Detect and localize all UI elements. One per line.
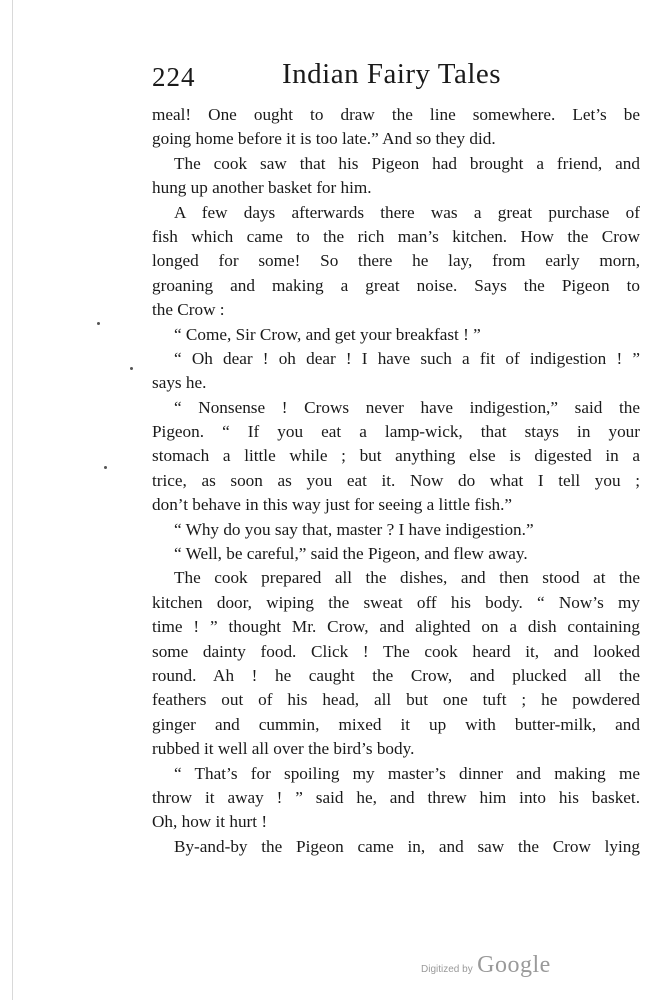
text-line: “ Why do you say that, master ? I have indigestion.” [174, 519, 534, 539]
page-edge [12, 0, 13, 1000]
text-line: the Crow : [152, 300, 225, 320]
text-line: meal! One ought to draw the line somewhere. Let’s be [152, 105, 640, 124]
text-line: hung up another basket for him. [152, 178, 372, 198]
text-line: “ Well, be careful,” said the Pigeon, and flew away. [174, 544, 528, 564]
running-header [152, 58, 632, 98]
google-wordmark: Google [477, 952, 551, 978]
text-line: “ Come, Sir Crow, and get your breakfast ! ” [174, 324, 481, 344]
text-line: longed for some! So there he lay, from early morn, [152, 251, 640, 271]
text-line: kitchen door, wiping the sweat off his body. “ Now’s my [152, 592, 640, 612]
text-line: A few days afterwards there was a great purchase of [174, 202, 640, 222]
text-line: ginger and cummin, mixed it up with butter-milk, and [152, 714, 640, 734]
text-line: The cook saw that his Pigeon had brought a friend, and [174, 153, 640, 173]
text-line: throw it away ! ” said he, and threw him into his basket. [152, 787, 640, 807]
text-line: The cook prepared all the dishes, and then stood at the [174, 568, 640, 588]
digitized-by-label: Digitized by [421, 964, 473, 975]
margin-speck [97, 322, 100, 325]
text-line: feathers out of his head, all but one tuft ; he powdered [152, 690, 640, 710]
text-line: trice, as soon as you eat it. Now do what I tell you ; [152, 470, 640, 490]
text-line: fish which came to the rich man’s kitchen. How the Crow [152, 226, 640, 246]
text-line: time ! ” thought Mr. Crow, and alighted on a dish containing [152, 617, 640, 637]
text-line: “ Oh dear ! oh dear ! I have such a fit of indigestion ! ” [174, 348, 640, 368]
digitization-footer [421, 952, 551, 979]
text-line: groaning and making a great noise. Says the Pigeon to [152, 275, 640, 295]
text-line: rubbed it well all over the bird’s body. [152, 739, 415, 759]
running-title: Indian Fairy Tales [282, 58, 502, 90]
text-line: don’t behave in this way just for seeing a little fish.” [152, 495, 513, 515]
margin-speck [104, 466, 107, 469]
text-line: “ That’s for spoiling my master’s dinner and making me [174, 763, 640, 783]
page-number: 224 [152, 62, 196, 92]
text-line: “ Nonsense ! Crows never have indigestion,” said the [174, 397, 640, 417]
text-line: some dainty food. Click ! The cook heard it, and looked [152, 641, 640, 661]
text-line: says he. [152, 373, 207, 393]
text-line: Pigeon. “ If you eat a lamp-wick, that stays in your [152, 422, 640, 442]
body-text [152, 103, 640, 859]
text-line: By-and-by the Pigeon came in, and saw the Crow lying [174, 836, 640, 856]
text-line: round. Ah ! he caught the Crow, and plucked all the [152, 665, 640, 685]
margin-speck [130, 367, 133, 370]
text-line: Oh, how it hurt ! [152, 812, 268, 832]
text-line: stomach a little while ; but anything else is digested in a [152, 446, 640, 466]
text-line: going home before it is too late.” And so they did. [152, 129, 496, 149]
